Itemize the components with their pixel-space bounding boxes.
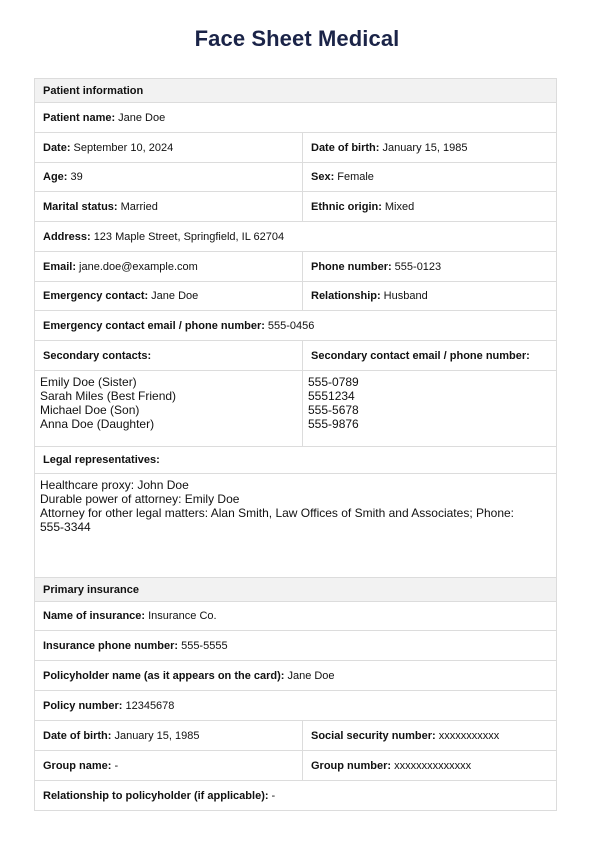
emergency-contact-value: Jane Doe bbox=[151, 290, 199, 302]
list-item: Attorney for other legal matters: Alan Smith, Law Offices of Smith and Associates; Phone: 555-3344 bbox=[40, 506, 515, 534]
list-item: 555-9876 bbox=[308, 417, 359, 431]
row-group bbox=[35, 751, 556, 781]
field-label: Patient name: bbox=[43, 111, 116, 124]
list-item: Michael Doe (Son) bbox=[40, 403, 140, 417]
field-label: Marital status: bbox=[43, 200, 118, 213]
row-patient-name bbox=[35, 103, 556, 133]
insurance-dob-value: January 15, 1985 bbox=[114, 729, 200, 742]
list-item: 5551234 bbox=[308, 389, 355, 403]
row-policy-number bbox=[35, 691, 556, 721]
field-label: Secondary contacts: bbox=[43, 349, 152, 362]
field-label: Secondary contact email / phone number: bbox=[311, 349, 530, 362]
dob-value: January 15, 1985 bbox=[382, 141, 468, 154]
row-insurance-phone bbox=[35, 631, 556, 661]
sex-value: Female bbox=[337, 171, 374, 183]
row-address bbox=[35, 222, 556, 252]
list-item: 555-0789 bbox=[308, 375, 359, 389]
field-label: Address: bbox=[43, 230, 91, 243]
secondary-names-list bbox=[35, 371, 302, 446]
row-insurance-name bbox=[35, 602, 556, 631]
field-label: Date of birth: bbox=[311, 141, 380, 154]
legal-representatives-list bbox=[35, 474, 556, 577]
field-label: Legal representatives: bbox=[43, 454, 160, 466]
relationship-value: Husband bbox=[383, 290, 428, 302]
row-marital-ethnic bbox=[35, 192, 556, 222]
row-insurance-dob-ssn bbox=[35, 721, 556, 751]
insurance-phone-value: 555-5555 bbox=[181, 639, 228, 652]
ethnic-value: Mixed bbox=[384, 200, 415, 213]
primary-insurance-header bbox=[35, 578, 556, 602]
field-label: Name of insurance: bbox=[43, 610, 146, 622]
row-emergency-contact bbox=[35, 311, 556, 341]
field-label: Sex: bbox=[311, 171, 335, 183]
section-title: Primary insurance bbox=[43, 583, 139, 596]
relationship-policyholder-value: - bbox=[271, 789, 276, 802]
group-number-value: xxxxxxxxxxxxxx bbox=[394, 759, 472, 772]
section-title: Patient information bbox=[43, 84, 144, 97]
row-policyholder bbox=[35, 661, 556, 691]
page-title: Face Sheet Medical bbox=[194, 26, 400, 51]
row-legal-header bbox=[35, 447, 556, 474]
field-label: Relationship to policyholder (if applicable): bbox=[43, 789, 269, 802]
patient-name-value: Jane Doe bbox=[118, 111, 166, 124]
field-label: Social security number: bbox=[311, 729, 436, 742]
list-item: Healthcare proxy: John Doe bbox=[40, 478, 189, 492]
age-value: 39 bbox=[70, 171, 83, 183]
field-label: Date of birth: bbox=[43, 729, 112, 742]
field-label: Group name: bbox=[43, 759, 112, 772]
list-item: Emily Doe (Sister) bbox=[40, 375, 137, 389]
field-label: Group number: bbox=[311, 759, 392, 772]
field-label: Emergency contact: bbox=[43, 290, 149, 302]
row-age-sex bbox=[35, 163, 556, 192]
list-item: Sarah Miles (Best Friend) bbox=[40, 389, 177, 403]
field-label: Relationship: bbox=[311, 290, 381, 302]
field-label: Policy number: bbox=[43, 699, 123, 712]
group-name-value: - bbox=[114, 759, 119, 772]
row-relationship-policyholder bbox=[35, 781, 556, 810]
ssn-value: xxxxxxxxxxx bbox=[438, 729, 500, 742]
row-emergency-relationship bbox=[35, 282, 556, 311]
list-item: 555-5678 bbox=[308, 403, 359, 417]
policy-number-value: 12345678 bbox=[125, 699, 175, 712]
row-date-dob bbox=[35, 133, 556, 163]
phone-value: 555-0123 bbox=[394, 260, 442, 273]
field-label: Email: bbox=[43, 260, 77, 273]
email-value: jane.doe@example.com bbox=[79, 260, 198, 273]
marital-value: Married bbox=[120, 200, 158, 213]
row-secondary-contacts bbox=[35, 371, 556, 447]
list-item: Durable power of attorney: Emily Doe bbox=[40, 492, 240, 506]
insurance-name-value: Insurance Co. bbox=[148, 610, 217, 622]
field-label: Phone number: bbox=[311, 260, 392, 273]
field-label: Ethnic origin: bbox=[311, 200, 382, 213]
row-secondary-header bbox=[35, 341, 556, 371]
patient-information-header bbox=[35, 79, 556, 103]
emergency-contact-phone-value: 555-0456 bbox=[267, 319, 315, 332]
row-email-phone bbox=[35, 252, 556, 282]
secondary-phones-list bbox=[302, 371, 556, 446]
list-item: Anna Doe (Daughter) bbox=[40, 417, 155, 431]
field-label: Date: bbox=[43, 141, 71, 154]
field-label: Policyholder name (as it appears on the card): bbox=[43, 669, 285, 682]
date-value: September 10, 2024 bbox=[73, 141, 174, 154]
field-label: Emergency contact email / phone number: bbox=[43, 319, 265, 332]
field-label: Insurance phone number: bbox=[43, 639, 179, 652]
face-sheet-table bbox=[34, 78, 557, 811]
field-label: Age: bbox=[43, 171, 68, 183]
row-legal-representatives bbox=[35, 474, 556, 578]
address-value: 123 Maple Street, Springfield, IL 62704 bbox=[93, 230, 285, 243]
policyholder-value: Jane Doe bbox=[287, 669, 335, 682]
